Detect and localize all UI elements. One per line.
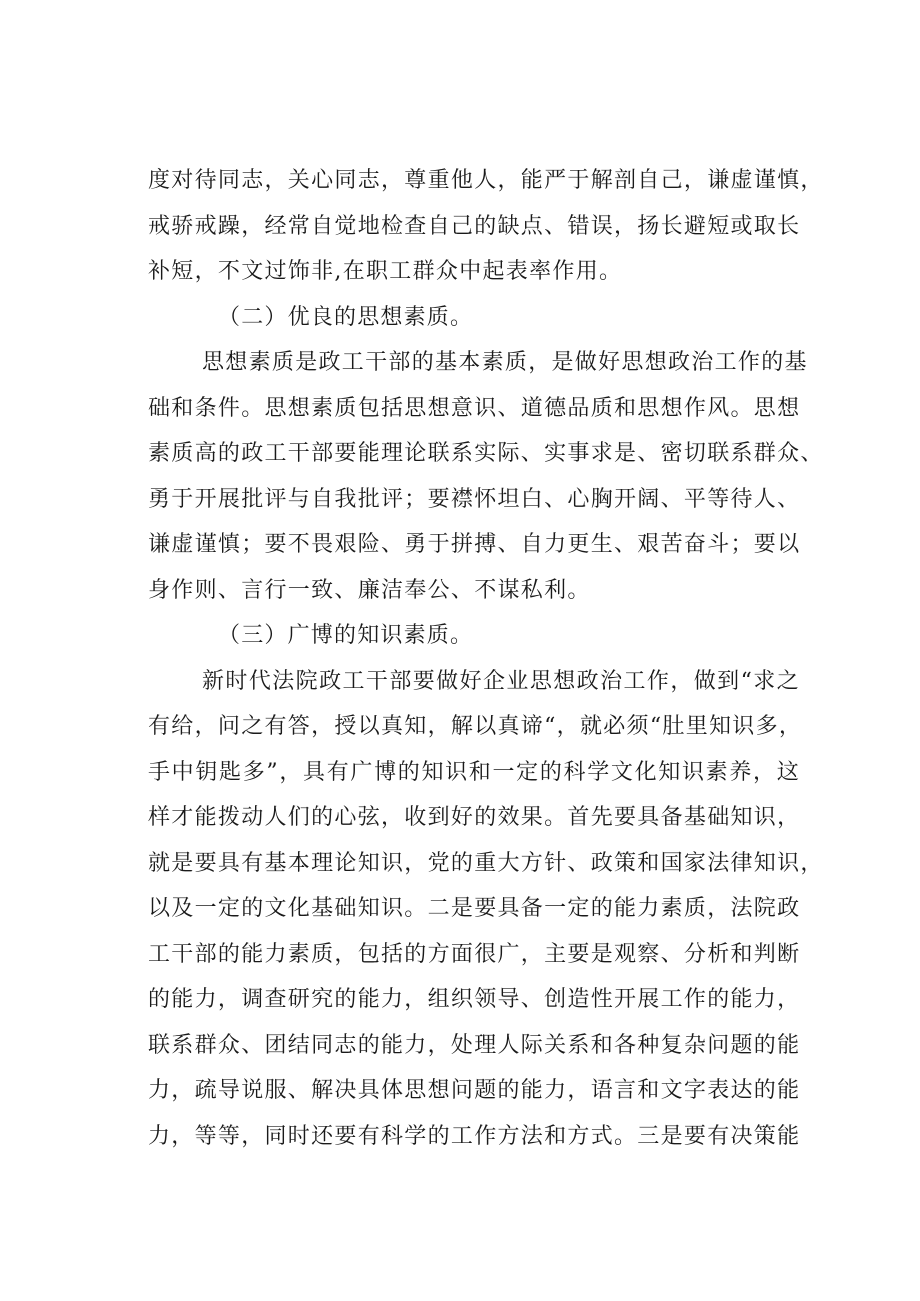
text-line: 手中钥匙多”，具有广博的知识和一定的科学文化知识素养，这: [148, 759, 800, 785]
text-line: 戒骄戒躁，经常自觉地检查自己的缺点、错误，扬长避短或取长: [148, 213, 801, 239]
text-line: 思想素质是政工干部的基本素质，是做好思想政治工作的基: [202, 350, 808, 375]
text-line: 工干部的能力素质，包括的方面很广，主要是观察、分析和判断: [148, 941, 801, 967]
text-line: 力，等等，同时还要有科学的工作方法和方式。三是要有决策能: [148, 1123, 801, 1149]
text-line: 补短，不文过饰非,在职工群众中起表率作用。: [148, 259, 623, 284]
text-line: 就是要具有基本理论知识，党的重大方针、政策和国家法律知识，: [148, 850, 824, 876]
text-line: 力，疏导说服、解决具体思想问题的能力，语言和文字表达的能: [148, 1078, 801, 1103]
body-text: [148, 158, 824, 1159]
text-line: 有给，问之有答，授以真知，解以真谛“，就必须“肚里知识多，: [148, 714, 803, 739]
text-line: 新时代法院政工干部要做好企业思想政治工作，做到“求之: [202, 668, 800, 694]
text-line: 身作则、言行一致、廉洁奉公、不谋私利。: [148, 577, 591, 603]
text-line: 的能力，调查研究的能力，组织领导、创造性开展工作的能力，: [148, 987, 801, 1012]
text-line: 样才能拨动人们的心弦，收到好的效果。首先要具备基础知识，: [148, 805, 801, 830]
text-line: 谦虚谨慎；要不畏艰险、勇于拼搏、自力更生、艰苦奋斗；要以: [148, 532, 801, 557]
text-line: 勇于开展批评与自我批评；要襟怀坦白、心胸开阔、平等待人、: [148, 486, 801, 512]
text-line: 以及一定的文化基础知识。二是要具备一定的能力素质，法院政: [148, 896, 801, 921]
section-heading: （二）优良的思想素质。: [218, 304, 474, 330]
text-line: 度对待同志，关心同志，尊重他人，能严于解剖自己，谦虚谨慎，: [148, 168, 824, 193]
text-line: 素质高的政工干部要能理论联系实际、实事求是、密切联系群众、: [148, 441, 824, 466]
section-heading: （三）广博的知识素质。: [218, 623, 474, 648]
text-line: 础和条件。思想素质包括思想意识、道德品质和思想作风。思想: [148, 395, 801, 421]
text-line: 联系群众、团结同志的能力，处理人际关系和各种复杂问题的能: [148, 1032, 801, 1058]
